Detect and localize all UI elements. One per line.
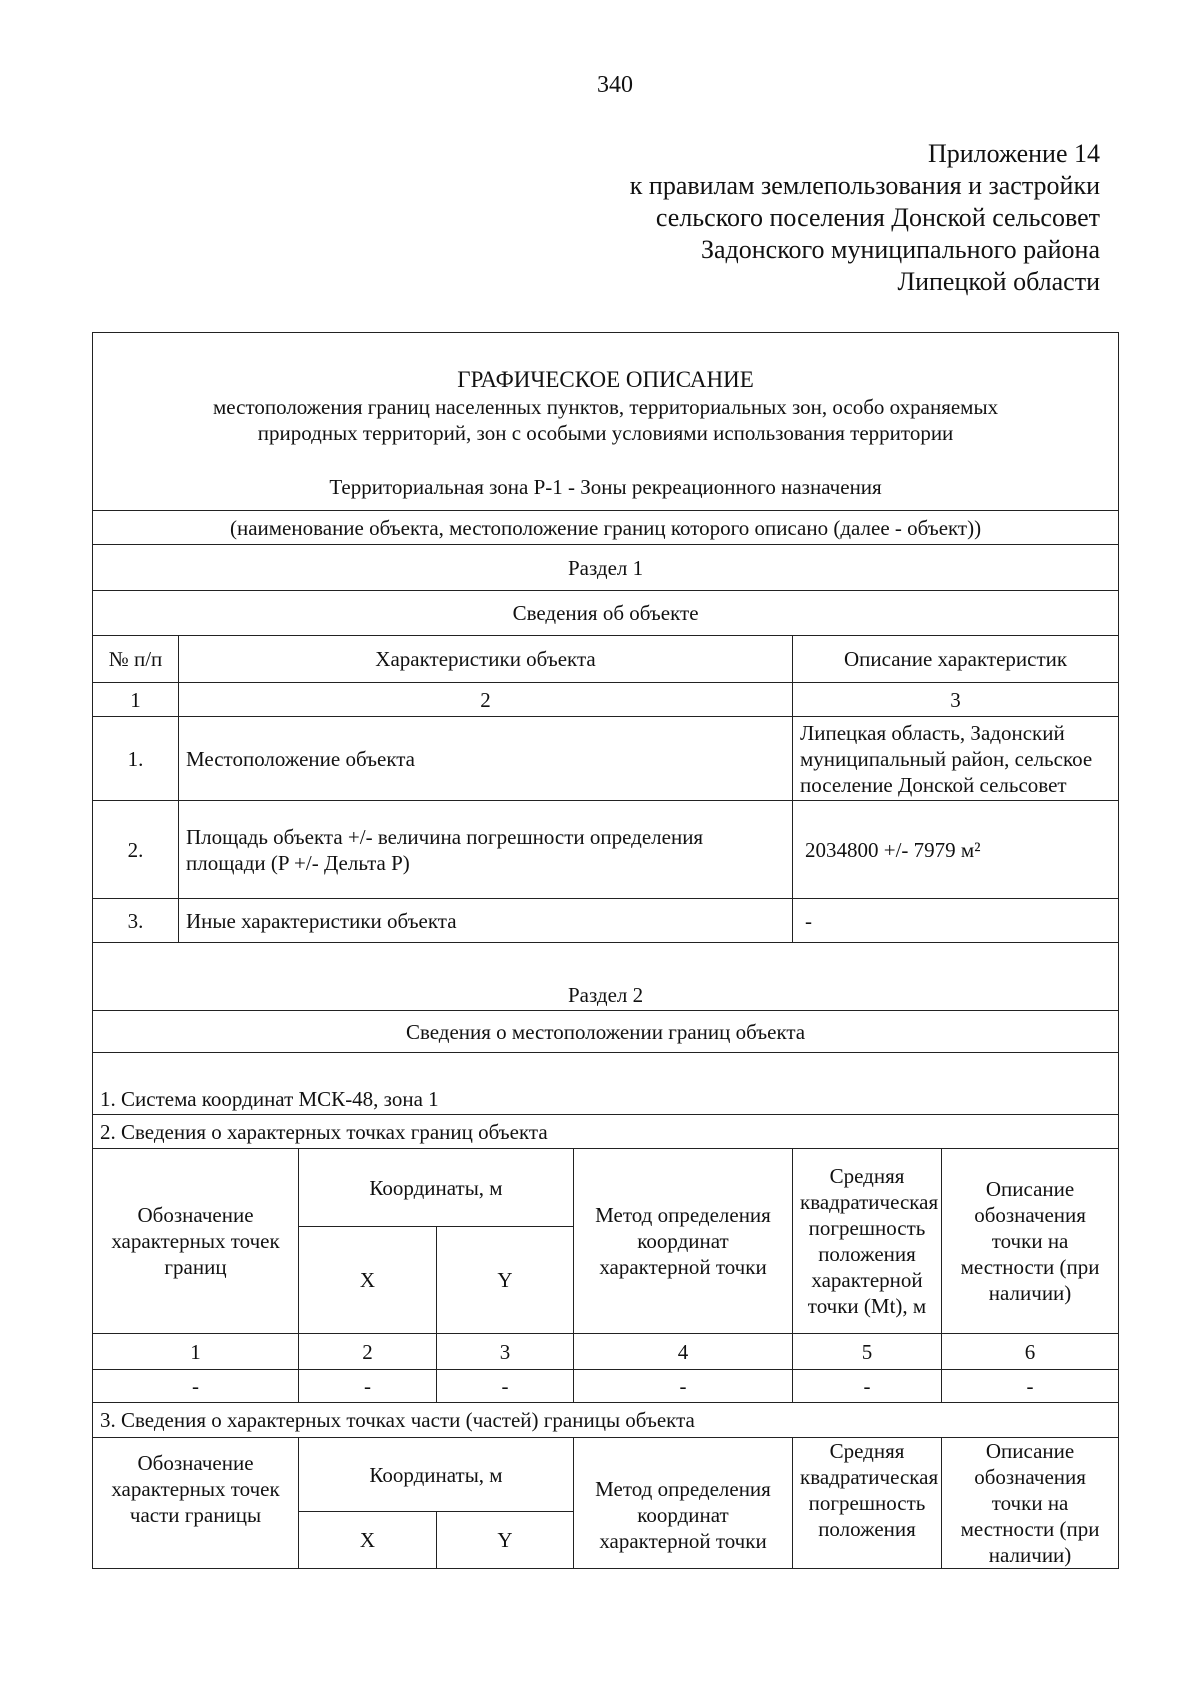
appendix-line: к правилам землепользования и застройки (629, 171, 1100, 200)
method-header: Метод определения координат характерной точки (574, 1149, 793, 1334)
empty-cell: - (299, 1370, 437, 1403)
appendix-line: Задонского муниципального района (700, 235, 1100, 264)
table-row (93, 801, 1119, 899)
column-number: 1 (93, 1334, 299, 1370)
document-subtitle-line: природных территорий, зон с особыми условиями использования территории (257, 420, 954, 445)
column-number: 6 (942, 1334, 1119, 1370)
x-coordinate-header: X (299, 1512, 437, 1569)
empty-cell: - (437, 1370, 574, 1403)
empty-cell: - (793, 1370, 942, 1403)
column-header-number: № п/п (93, 636, 179, 683)
row-description: - (793, 899, 1119, 943)
coordinates-header: Координаты, м (299, 1149, 574, 1227)
row-characteristic: Площадь объекта +/- величина погрешности определения площади (P +/- Дельта P) (179, 801, 793, 899)
y-coordinate-header: Y (437, 1227, 574, 1334)
empty-cell: - (93, 1370, 299, 1403)
column-number: 2 (179, 683, 793, 717)
row-characteristic: Иные характеристики объекта (179, 899, 793, 943)
table-row (93, 717, 1119, 801)
document-title: ГРАФИЧЕСКОЕ ОПИСАНИЕ (457, 366, 754, 392)
document-header (93, 333, 1119, 511)
column-number: 3 (437, 1334, 574, 1370)
error-header: Средняя квадратическая погрешность положения характерной точки (Mt), м (793, 1149, 942, 1334)
appendix-block (630, 138, 1100, 298)
x-coordinate-header: X (299, 1227, 437, 1334)
error-header: Средняя квадратическая погрешность положения (793, 1438, 942, 1569)
row-number: 3. (93, 899, 179, 943)
item2-title: 2. Сведения о характерных точках границ объекта (93, 1115, 1119, 1149)
zone-name: Территориальная зона Р-1 - Зоны рекреационного назначения (329, 474, 882, 499)
appendix-line: Липецкой области (897, 267, 1100, 296)
point-description-header: Описание обозначения точки на местности (при наличии) (942, 1438, 1119, 1569)
column-number: 5 (793, 1334, 942, 1370)
page-number: 340 (597, 72, 633, 98)
column-header-characteristic: Характеристики объекта (179, 636, 793, 683)
appendix-line: Приложение 14 (927, 139, 1100, 168)
section1-subtitle: Сведения об объекте (93, 591, 1119, 636)
row-description: Липецкая область, Задонский муниципальный район, сельское поселение Донской сельсовет (793, 717, 1119, 801)
table-row (93, 899, 1119, 943)
points-designation-header: Обозначение характерных точек границ (93, 1149, 299, 1334)
method-header: Метод определения координат характерной точки (574, 1438, 793, 1569)
empty-cell: - (574, 1370, 793, 1403)
column-header-description: Описание характеристик (793, 636, 1119, 683)
graphic-description-table (92, 332, 1119, 1569)
coordinates-header: Координаты, м (299, 1438, 574, 1512)
section2-subtitle: Сведения о местоположении границ объекта (93, 1011, 1119, 1053)
column-number: 4 (574, 1334, 793, 1370)
part-points-designation-header: Обозначение характерных точек части границы (93, 1438, 299, 1569)
y-coordinate-header: Y (437, 1512, 574, 1569)
column-number: 3 (793, 683, 1119, 717)
section1-title: Раздел 1 (93, 545, 1119, 591)
table-row (93, 1370, 1119, 1403)
row-description: 2034800 +/- 7979 м² (793, 801, 1119, 899)
appendix-line: сельского поселения Донской сельсовет (655, 203, 1100, 232)
row-characteristic: Местоположение объекта (179, 717, 793, 801)
document-subtitle-line: местоположения границ населенных пунктов, территориальных зон, особо охраняемых (213, 394, 999, 419)
column-number: 2 (299, 1334, 437, 1370)
row-number: 2. (93, 801, 179, 899)
item3-title: 3. Сведения о характерных точках части (частей) границы объекта (93, 1403, 1119, 1438)
row-number: 1. (93, 717, 179, 801)
empty-cell: - (942, 1370, 1119, 1403)
coordinate-system: 1. Система координат МСК-48, зона 1 (93, 1053, 1119, 1115)
column-number: 1 (93, 683, 179, 717)
section2-title: Раздел 2 (93, 943, 1119, 1011)
object-note: (наименование объекта, местоположение границ которого описано (далее - объект)) (93, 511, 1119, 545)
point-description-header: Описание обозначения точки на местности (при наличии) (942, 1149, 1119, 1334)
